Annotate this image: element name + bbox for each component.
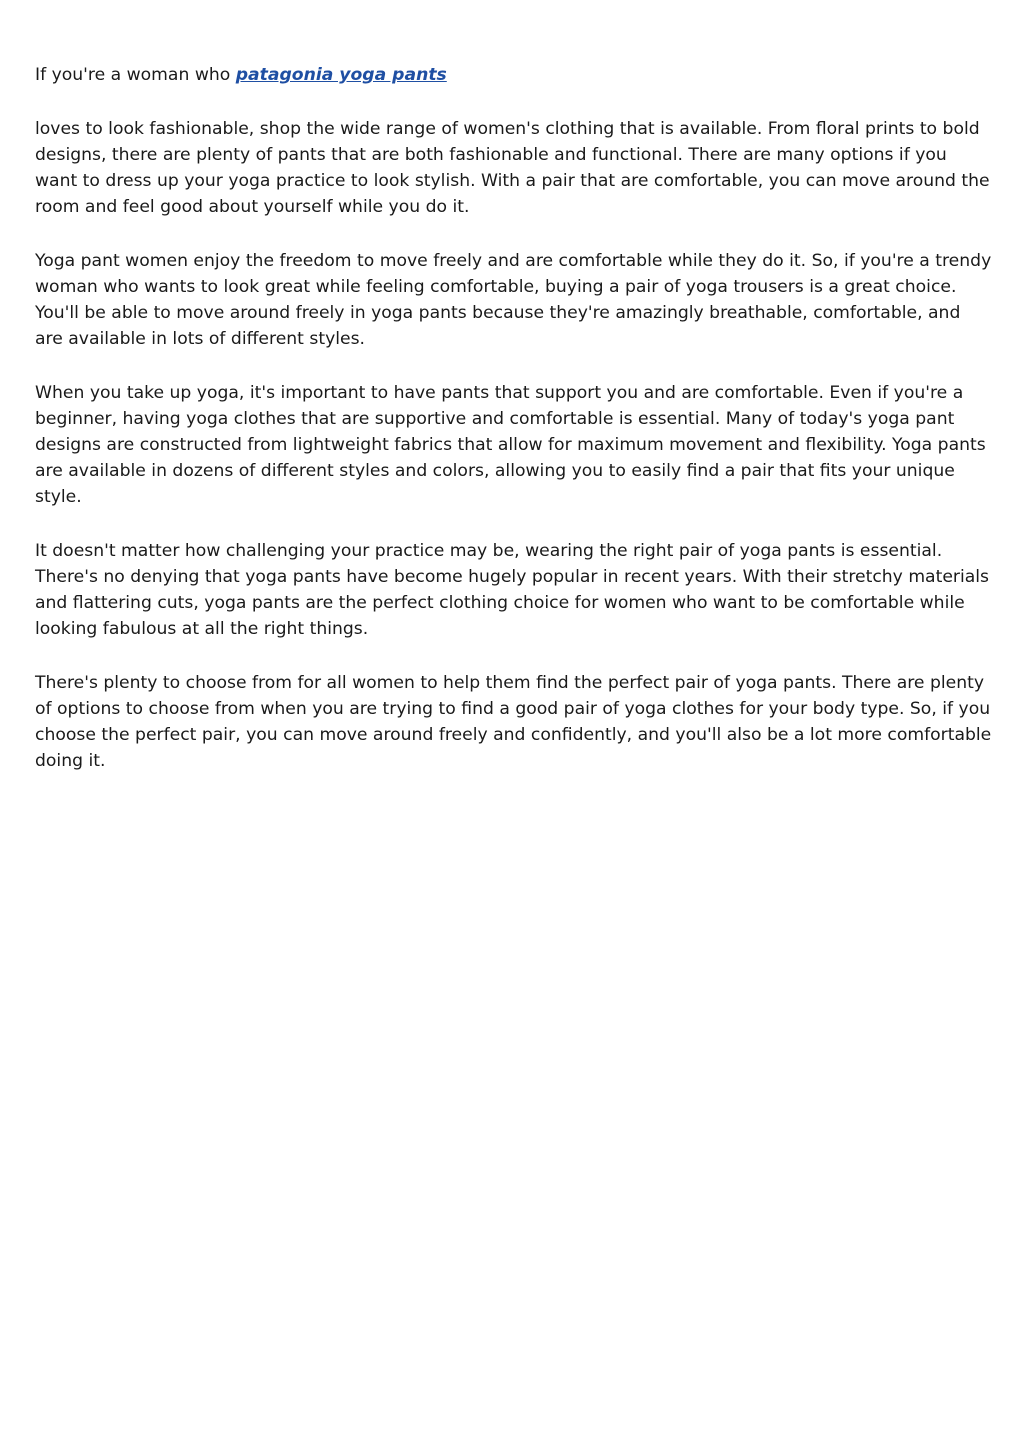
patagonia-yoga-pants-link[interactable]: patagonia yoga pants — [235, 65, 447, 85]
paragraph-5: There's plenty to choose from for all women to help them find the perfect pair of yoga pants. There are plenty of options to choose from when you are trying to find a good pair of yoga clothes for your body type. So, if you choose the perfect pair, you can move around freely and confidently, and you'll also be a lot more comfortable doing it. — [35, 673, 992, 771]
paragraph-4: It doesn't matter how challenging your practice may be, wearing the right pair of yoga pants is essential. There's no denying that yoga pants have become hugely popular in recent years. With their stretchy materials and flattering cuts, yoga pants are the perfect clothing choice for women who want to be comfortable while looking fabulous at all the right things. — [35, 541, 990, 639]
paragraph-1: loves to look fashionable, shop the wide range of women's clothing that is available. From floral prints to bold designs, there are plenty of pants that are both fashionable and functional. There are many options if you want to dress up your yoga practice to look stylish. With a pair that are comfortable, you can move around the room and feel good about yourself while you do it. — [35, 119, 990, 217]
paragraph-3: When you take up yoga, it's important to have pants that support you and are comfortable. Even if you're a beginner, having yoga clothes that are supportive and comfortable is essential. Many of today's yoga pant designs are constructed from lightweight fabrics that allow for maximum movement and flexibility. Yoga pants are available in dozens of different styles and colors, allowing you to easily find a pair that fits your unique style. — [35, 383, 986, 507]
intro-text: If you're a woman who — [35, 65, 236, 85]
paragraph-2: Yoga pant women enjoy the freedom to move freely and are comfortable while they do it. So, if you're a trendy woman who wants to look great while feeling comfortable, buying a pair of yoga trousers is a great choice. You'll be able to move around freely in yoga pants because they're amazingly breathable, comfortable, and are available in lots of different styles. — [35, 251, 992, 349]
intro-line — [35, 62, 993, 88]
document-page — [35, 62, 993, 802]
